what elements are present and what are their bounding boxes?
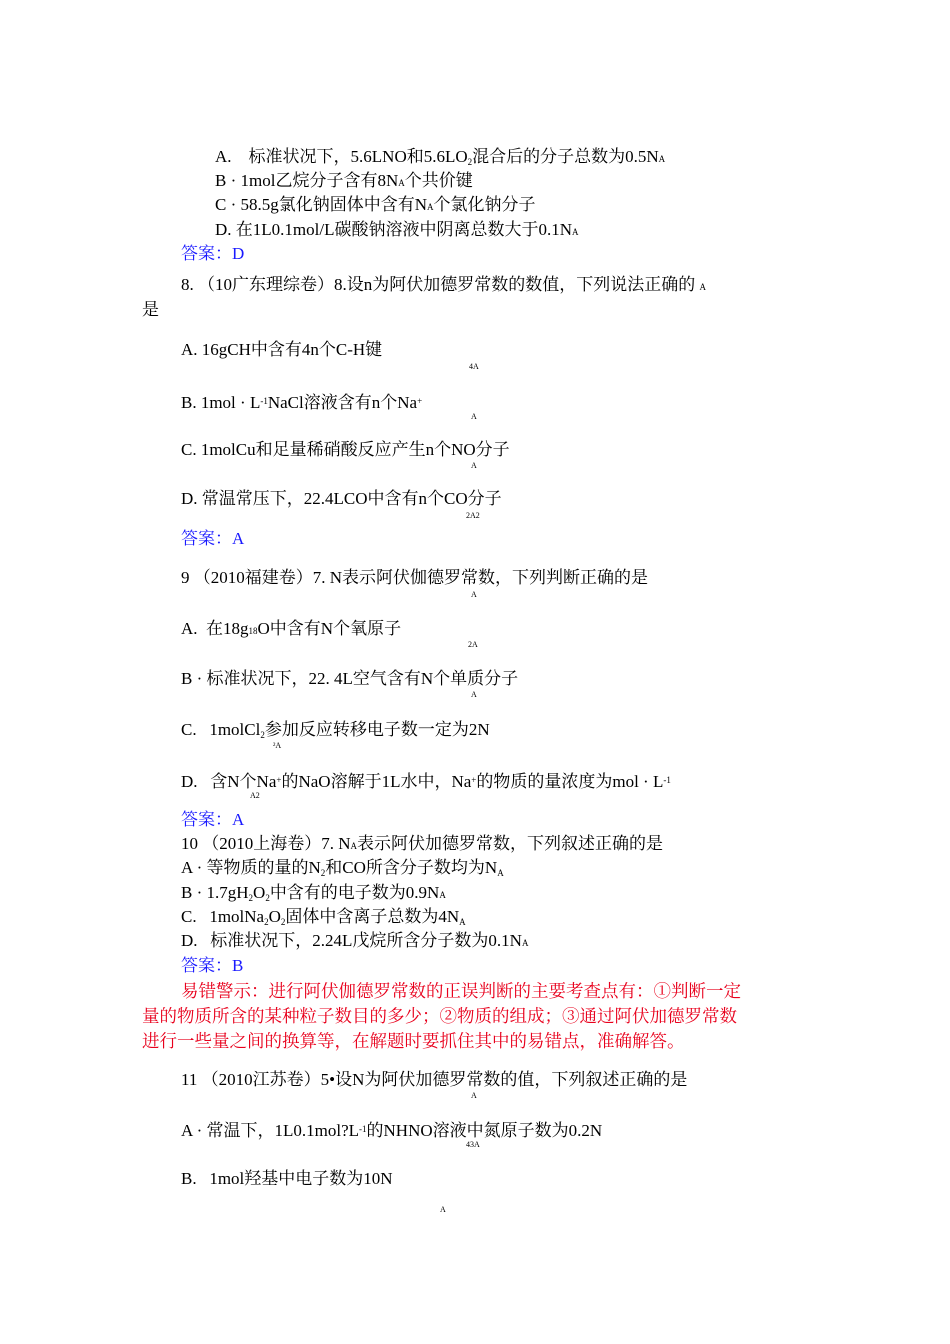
q11-option-b-subscript: A [440,1205,446,1214]
q7-option-d: D. 在1L0.1mol/L碳酸钠溶液中阴离总数大于0.1NA [215,220,579,239]
q8-answer: 答案：A [181,529,245,548]
q11-option-a-subscript: 43A [466,1140,480,1149]
q7-option-c: C · 58.5g氯化钠固体中含有NA个氯化钠分子 [215,195,536,214]
q7-option-b: B · 1mol乙烷分子含有8NA个共价键 [215,171,473,190]
warning-line-3: 进行一些量之间的换算等，在解题时要抓住其中的易错点，准确解答。 [142,1031,685,1051]
q11-stem-subscript: A [471,1091,477,1100]
q10-option-c: C. 1molNa2O2固体中含离子总数为4NA [181,907,466,927]
q7-option-a: A. 标准状况下，5.6LNO和5.6LO2混合后的分子总数为0.5NA [215,147,666,167]
q9-option-b: B · 标准状况下，22. 4L空气含有N个单质分子 [181,669,519,688]
q8-stem-cont: 是 [142,300,159,319]
q10-answer: 答案：B [181,956,244,975]
q8-option-a-subscript: 4A [469,362,479,371]
q8-option-c-subscript: A [471,461,477,470]
q9-option-c-subscript: ²A [273,741,282,750]
q9-stem-subscript: A [471,590,477,599]
q7-answer: 答案：D [181,244,245,263]
q9-option-d-subscript: A2 [250,791,260,800]
q8-option-b: B. $1mol \cdot L^{-1}NaCl$溶液含有n个Na+ [181,393,423,412]
q11-stem: 11 （2010江苏卷）5•设N为阿伏加德罗常数的值，下列叙述正确的是 [181,1070,688,1089]
q11-option-a: A · 常温下，$1L0.1mol?L^{-1}$的NHNO溶液中氮原子数为0.2N [181,1121,603,1140]
q9-option-a: A. 在18g18O中含有N个氧原子 [181,619,402,638]
q9-answer: 答案：A [181,810,245,829]
q10-option-d: D. 标准状况下，2.24L戊烷所含分子数为0.1NA [181,931,529,950]
q8-stem: 8. （10广东理综卷）8.设n为阿伏加德罗常数的数值，下列说法正确的 A [181,275,706,294]
q8-option-b-subscript: A [471,412,477,421]
q9-stem: 9 （2010福建卷）7. N表示阿伏伽德罗常数，下列判断正确的是 [181,568,649,587]
q10-stem: 10 （2010上海卷）7. NA表示阿伏加德罗常数，下列叙述正确的是 [181,834,664,853]
q9-option-c: C. 1molCl2参加反应转移电子数一定为2N [181,720,490,740]
q8-option-d: D. 常温常压下，22.4LCO中含有n个CO分子 [181,489,502,508]
q8-option-d-subscript: 2A2 [466,511,480,520]
warning-line-2: 量的物质所含的某种粒子数目的多少；②物质的组成；③通过阿伏加德罗常数 [142,1006,737,1026]
q10-option-a: A · 等物质的量的N2和CO所含分子数均为NA [181,858,504,878]
q11-option-b: B. 1mol羟基中电子数为10N [181,1169,393,1188]
q9-option-b-subscript: A [471,690,477,699]
q10-option-b: B · 1.7gH2O2中含有的电子数为0.9NA [181,883,446,903]
q9-option-d: D. 含N个Na+的NaO溶解于1L水中，Na+的物质的量浓度为mol · $L^{-1}$ [181,772,671,791]
q8-option-a: A. 16gCH中含有4n个C-H键 [181,340,383,359]
q9-option-a-subscript: 2A [468,640,478,649]
warning-line-1: 易错警示：进行阿伏伽德罗常数的正误判断的主要考查点有：①判断一定 [181,981,741,1001]
q8-option-c: C. 1molCu和足量稀硝酸反应产生n个NO分子 [181,440,510,459]
